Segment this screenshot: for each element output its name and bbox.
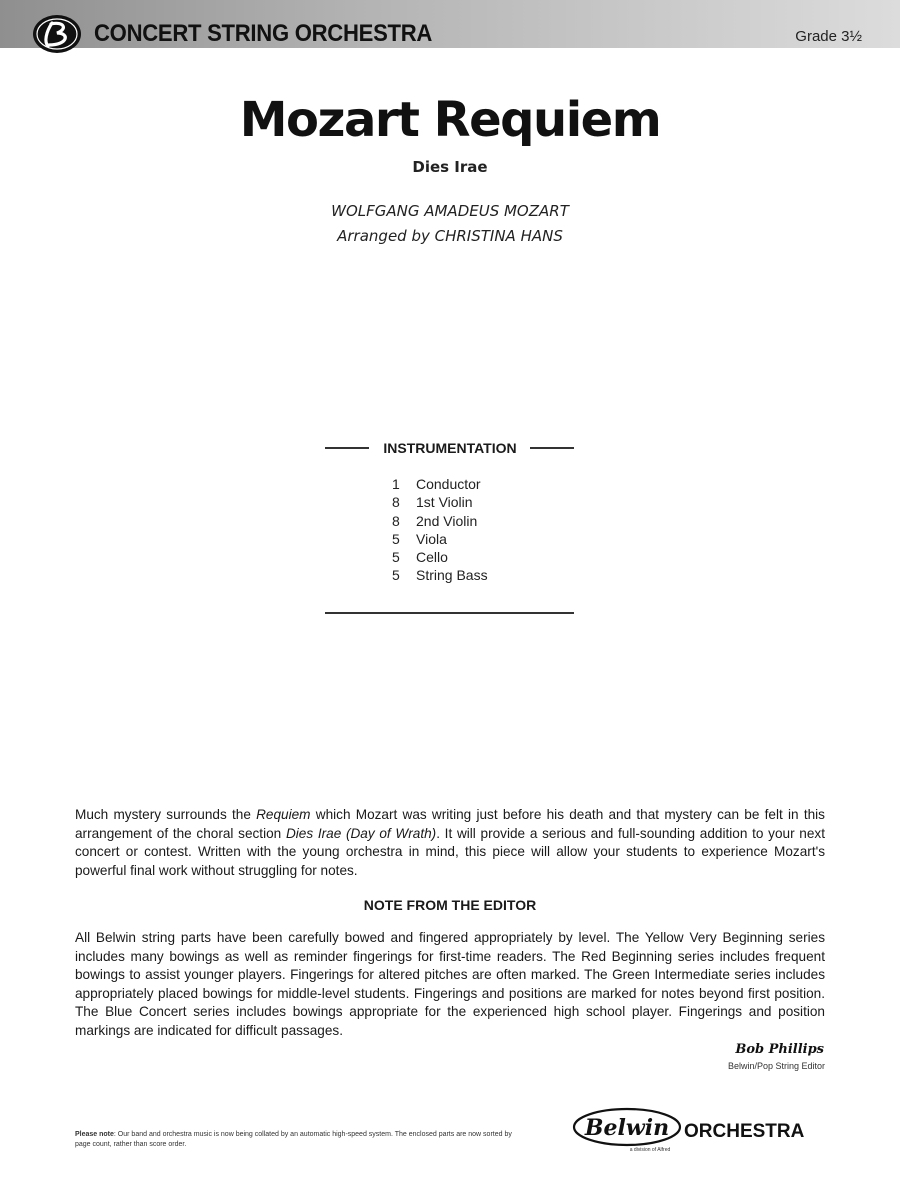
instrumentation-heading: INSTRUMENTATION	[383, 440, 517, 456]
instrument-name: Conductor	[416, 476, 481, 492]
collation-footnote	[75, 1130, 515, 1150]
instrument-count: 5	[392, 549, 400, 566]
instrument-count: 1	[392, 476, 400, 492]
belwin-orchestra-logo	[572, 1106, 682, 1152]
instrument-name: 1st Violin	[416, 494, 473, 511]
intro-italic-requiem: Requiem	[256, 807, 311, 822]
list-item	[392, 476, 488, 494]
heading-rule-right	[530, 447, 574, 449]
list-item	[392, 494, 488, 512]
footnote-text: : Our band and orchestra music is now being collated by an automatic high-speed system. The enclosed parts are now sorted by page count, rather than score order.	[75, 1131, 512, 1148]
editor-title: Belwin/Pop String Editor	[727, 1061, 825, 1071]
brand-script-text: Belwin	[584, 1115, 670, 1141]
grade-label: Grade 3½	[795, 28, 862, 45]
instrument-name: Viola	[416, 530, 447, 547]
footnote-label: Please note	[75, 1131, 114, 1138]
editor-signature: Bob Phillips	[735, 1042, 824, 1057]
editor-note-paragraph: All Belwin string parts have been carefully bowed and fingered appropriately by level. The Yellow Very Beginning series includes many bowings as well as reminder fingerings for first-time readers. The Red Beginning series includes frequent bowings to assist younger players. Fingerings for altered pitches are often marked. The Green Intermediate series includes appropriately placed bowings for middle-level students. Fingerings and positions are marked for notes beyond first position. The Blue Concert series includes bowings appropriate for the experienced high school player. Fingerings and position markings are indicated for difficult passages.	[75, 930, 825, 1038]
intro-text: . It will provide a serious and full-sounding addition to your next concert or contest. Written with the young orchestra in mind, this piece will allow your students to experience Mozart's powerful final work without struggling for notes.	[75, 825, 825, 878]
composer: WOLFGANG AMADEUS MOZART	[331, 202, 569, 220]
list-item	[392, 567, 488, 585]
instrument-name: Cello	[416, 549, 448, 566]
intro-text: Much mystery surrounds the	[75, 807, 257, 822]
editor-heading: NOTE FROM THE EDITOR	[363, 897, 537, 913]
instrumentation-rule-bottom	[325, 612, 574, 614]
list-item	[392, 549, 488, 567]
brand-tagline-text: a division of Alfred	[629, 1147, 671, 1152]
arranger: Arranged by CHRISTINA HANS	[337, 227, 563, 245]
series-title: CONCERT STRING ORCHESTRA	[94, 20, 433, 47]
brand-orchestra-word: ORCHESTRA	[684, 1121, 805, 1142]
instrument-count: 8	[392, 494, 400, 511]
instrument-name: 2nd Violin	[416, 512, 478, 529]
instrumentation-list	[392, 476, 488, 586]
subtitle: Dies Irae	[412, 158, 488, 176]
list-item	[392, 513, 488, 531]
intro-italic-dies-irae: Dies Irae (Day of Wrath)	[285, 825, 437, 841]
list-item	[392, 531, 488, 549]
instrument-name: String Bass	[416, 567, 488, 584]
intro-text: which Mozart was writing just before his death and that mystery can be felt in this arrangement of the choral section	[75, 807, 825, 841]
instrument-count: 8	[392, 512, 400, 529]
instrument-count: 5	[392, 567, 400, 584]
page-title: Mozart Requiem	[239, 92, 661, 148]
instrument-count: 5	[392, 530, 400, 547]
intro-paragraph	[75, 806, 825, 880]
belwin-b-logo-icon	[32, 12, 82, 56]
